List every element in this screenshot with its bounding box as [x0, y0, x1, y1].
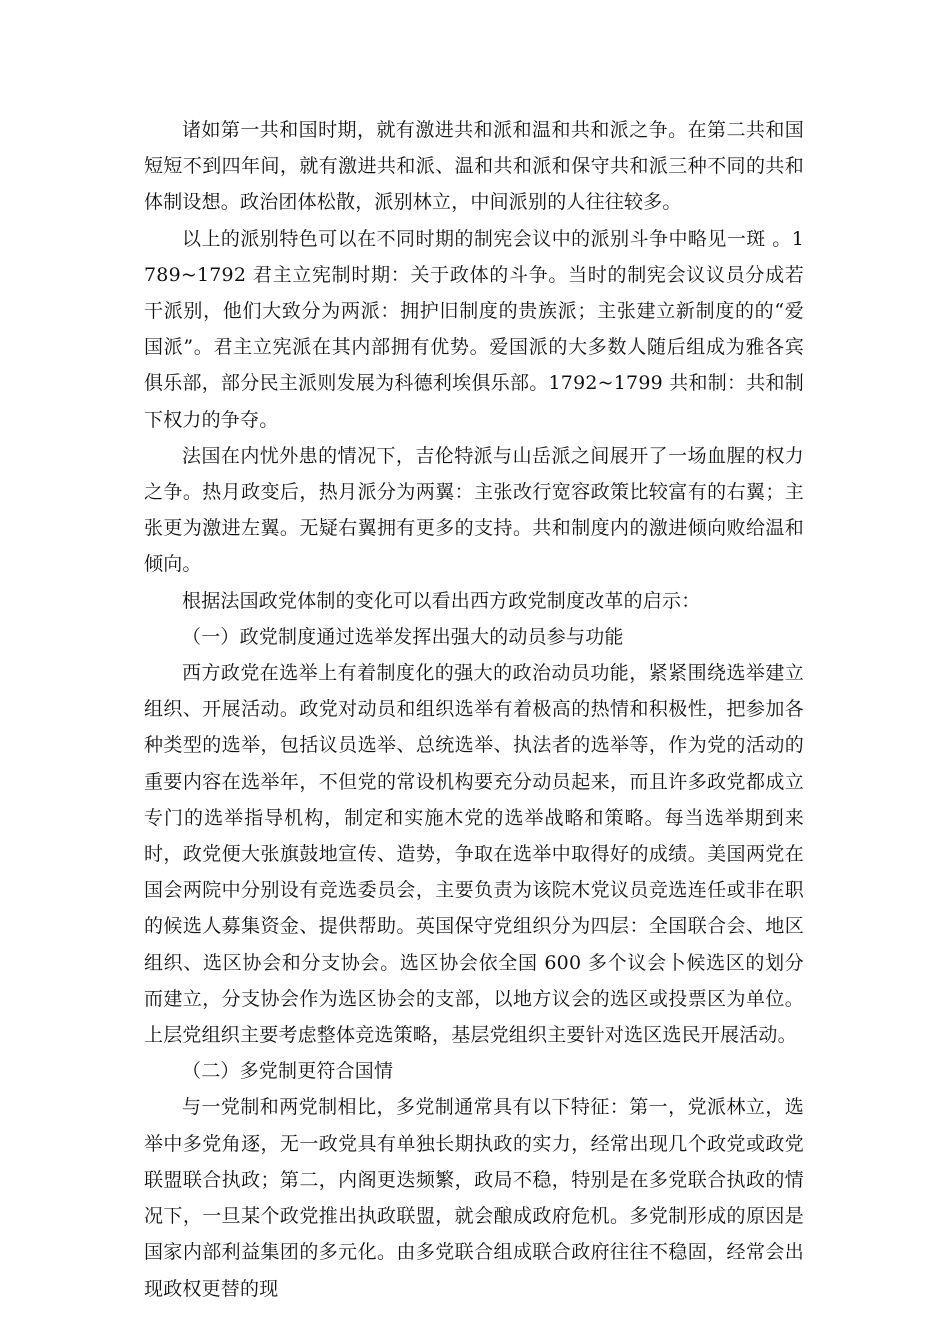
- paragraph-reform-insight: 根据法国政党体制的变化可以看出西方政党制度改革的启示：: [182, 589, 701, 612]
- document-body: [144, 112, 804, 1307]
- paragraph-first-republic: 诸如第一共和国时期，就有激进共和派和温和共和派之争。在第二共和国短短不到四年间，就有激进共和派、温和共和派和保守共和派三种不同的共和体制设想。政治团体松散，派别林立，中间派别的人往往较多。: [144, 119, 804, 214]
- paragraph-factions-constitutional: 以上的派别特色可以在不同时期的制宪会议中的派别斗争中略见一斑 。1789~1792 君主立宪制时期：关于政体的斗争。当时的制宪会议议员分成若干派别，他们大致分为两派：拥护旧制度的贵族派；主张建立新制度的的“爱国派”。君主立宪派在其内部拥有优势。爱国派的大多数人随后组成为雅各宾俱乐部，部分民主派则发展为科德利埃俱乐部。1792~1799 共和制：共和制下权力的争夺。: [144, 227, 804, 431]
- paragraph-girondins-montagnards: 法国在内忧外患的情况下，吉伦特派与山岳派之间展开了一场血腥的权力之争。热月政变后，热月派分为两翼：主张改行宽容政策比较富有的右翼；主张更为激进左翼。无疑右翼拥有更多的支持。共和制度内的激进倾向败给温和倾向。: [144, 444, 804, 576]
- paragraph-multiparty: 与一党制和两党制相比，多党制通常具有以下特征：第一，党派林立，选举中多党角逐，无一政党具有单独长期执政的实力，经常出现几个政党或政党联盟联合执政；第二，内阁更迭频繁，政局不稳，特别是在多党联合执政的情况下，一旦某个政党推出执政联盟，就会酿成政府危机。多党制形成的原因是国家内部利益集团的多元化。由多党联合组成联合政府往往不稳固，经常会出现政权更替的现: [144, 1096, 804, 1300]
- section-heading-1: （一）政党制度通过选举发挥出强大的动员参与功能: [182, 625, 624, 648]
- paragraph-election-mobilization: 西方政党在选举上有着制度化的强大的政治动员功能，紧紧围绕选举建立组织、开展活动。政党对动员和组织选举有着极高的热情和积极性，把参加各种类型的选举，包括议员选举、总统选举、执法者的选举等，作为党的活动的重要内容在选举年，不但党的常设机构要充分动员起来，而且许多政党都成立专门的选举指导机构，制定和实施木党的选举战略和策略。每当选举期到来时，政党便大张旗鼓地宣传、造势，争取在选举中取得好的成绩。美国两党在国会两院中分别设有竞选委员会，主要负责为该院木党议员竞选连任或非在职的候选人募集资金、提供帮助。英国保守党组织分为四层：全国联合会、地区组织、选区协会和分支协会。选区协会依全国 600 多个议会卜候选区的划分而建立，分支协会作为选区协会的支部，以地方议会的选区或投票区为单位。上层党组织主要考虑整体竞选策略，基层党组织主要针对选区选民开展活动。: [144, 662, 804, 1047]
- section-heading-2: （二）多党制更符合国情: [182, 1060, 394, 1083]
